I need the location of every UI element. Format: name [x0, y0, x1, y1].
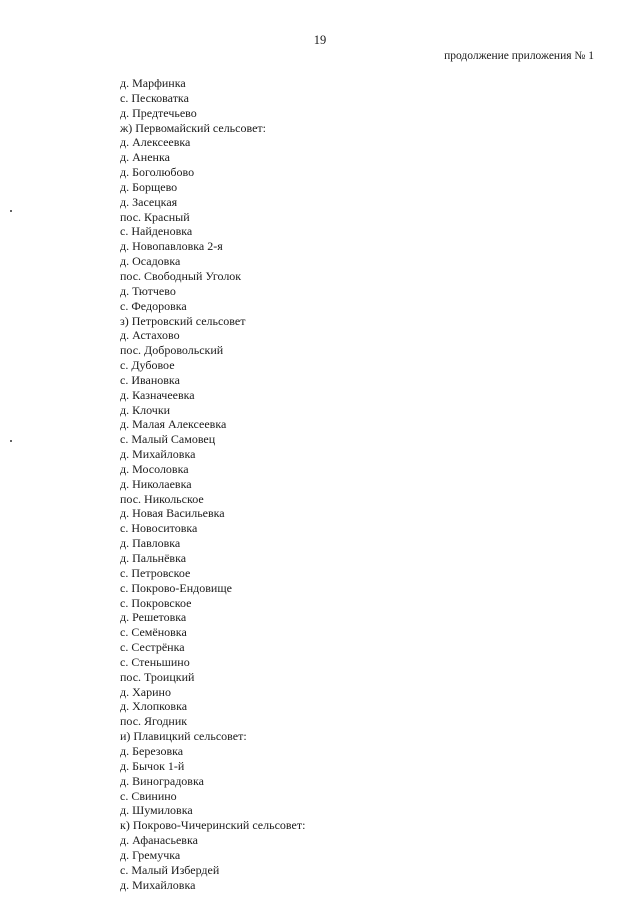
list-item: с. Ивановка [120, 372, 180, 387]
list-item: с. Малый Избердей [120, 862, 220, 877]
list-item: с. Семёновка [120, 625, 187, 640]
list-item: д. Астахово [120, 328, 180, 343]
appendix-continuation-note: продолжение приложения № 1 [444, 50, 594, 62]
list-item: д. Михайловка [120, 877, 196, 892]
list-item: д. Павловка [120, 536, 181, 551]
list-item: д. Пальнёвка [120, 551, 187, 565]
list-item: д. Решетовка [120, 610, 187, 625]
list-item: с. Сестрёнка [120, 640, 185, 655]
list-item: ж) Первомайский сельсовет: [120, 120, 266, 135]
list-item: пос. Красный [120, 209, 190, 224]
list-item: д. Шумиловка [120, 803, 193, 818]
list-item: пос. Свободный Уголок [120, 268, 242, 283]
list-item: д. Бычок 1-й [120, 758, 185, 773]
scan-speck [10, 440, 12, 442]
list-item: с. Малый Самовец [120, 432, 216, 447]
list-item: д. Малая Алексеевка [120, 417, 227, 432]
list-item: д. Алексеевка [120, 135, 191, 150]
list-item: д. Клочки [120, 402, 171, 417]
list-item: д. Харино [120, 684, 171, 699]
list-item: д. Березовка [120, 743, 184, 758]
list-item: пос. Добровольский [120, 343, 224, 358]
list-item: д. Афанасьевка [120, 833, 198, 848]
list-item: д. Николаевка [120, 476, 192, 491]
list-item: с. Песковатка [120, 90, 189, 105]
list-item: и) Плавицкий сельсовет: [120, 729, 247, 744]
list-item: с. Покрово-Ендовище [120, 580, 232, 595]
list-item: с. Покровское [120, 595, 192, 610]
list-item: д. Хлопковка [120, 699, 188, 714]
list-item: с. Новоситовка [120, 521, 198, 536]
list-item: д. Михайловка [120, 447, 196, 462]
list-item: с. Петровское [120, 565, 191, 580]
list-item: д. Казначеевка [120, 387, 195, 402]
list-item: пос. Никольское [120, 491, 204, 506]
list-item: с. Найденовка [120, 224, 193, 239]
list-item: д. Аненка [120, 150, 170, 165]
list-item: с. Стеньшино [120, 654, 190, 669]
list-item: д. Виноградовка [120, 773, 204, 788]
settlement-list [120, 76, 305, 892]
list-item: к) Покрово-Чичеринский сельсовет: [120, 818, 306, 833]
list-item: д. Борщево [120, 179, 178, 194]
list-item: с. Федоровка [120, 298, 187, 313]
list-item: д. Осадовка [120, 254, 181, 269]
list-item: пос. Ягодник [120, 714, 188, 729]
list-item: д. Марфинка [120, 76, 186, 90]
list-item: д. Новопавловка 2-я [120, 239, 223, 254]
list-item: д. Предтечьево [120, 105, 197, 120]
list-item: с. Свинино [120, 788, 177, 803]
list-item: д. Засецкая [120, 194, 178, 209]
list-item: д. Мосоловка [120, 461, 189, 476]
list-item: д. Новая Васильевка [120, 506, 225, 521]
list-item: с. Дубовое [120, 358, 175, 373]
list-item: пос. Троицкий [120, 669, 195, 684]
list-item: д. Тютчево [120, 283, 176, 298]
scan-speck [10, 210, 12, 212]
list-item: з) Петровский сельсовет [120, 313, 246, 328]
list-item: д. Гремучка [120, 847, 181, 862]
list-item: д. Боголюбово [120, 165, 195, 180]
page-number: 19 [313, 33, 327, 47]
